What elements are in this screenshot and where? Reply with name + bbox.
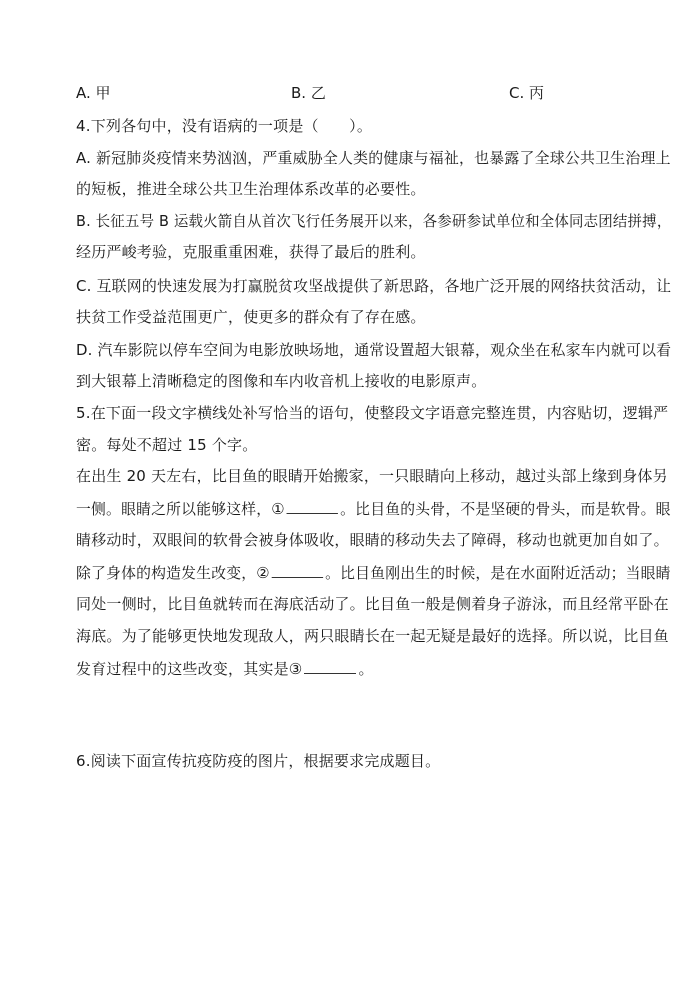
answer-blank-2[interactable] <box>272 563 323 578</box>
q4-option-d-line1: D. 汽车影院以停车空间为电影放映场地，通常设置超大银幕，观众坐在私家车内就可以看 <box>76 341 672 359</box>
q5-passage-line7-b: 。 <box>358 660 374 678</box>
q4-stem: 4.下列各句中，没有语病的一项是（ ）。 <box>76 117 373 135</box>
q5-passage-line3: 睛移动时，双眼间的软骨会被身体吸收，眼睛的移动失去了障碍，移动也就更加自如了。 <box>76 531 669 549</box>
option-b-yi: B. 乙 <box>291 84 326 102</box>
q5-passage-line2 <box>76 499 671 518</box>
q5-passage-line6: 海底。为了能够更快地发现敌人，两只眼睛长在一起无疑是最好的选择。所以说，比目鱼 <box>76 627 669 645</box>
q5-passage-line2-a: 一侧。眼睛之所以能够这样，① <box>76 500 285 518</box>
q5-passage-line4 <box>76 563 671 582</box>
q5-passage-line4-a: 除了身体的构造发生改变，② <box>76 564 270 582</box>
option-a-jia: A. 甲 <box>76 84 111 102</box>
q5-stem-line2: 密。每处不超过 15 个字。 <box>76 436 258 454</box>
q6-stem: 6.阅读下面宣传抗疫防疫的图片，根据要求完成题目。 <box>76 752 441 770</box>
answer-blank-1[interactable] <box>287 499 338 514</box>
q4-option-b-line2: 经历严峻考验，克服重重困难，获得了最后的胜利。 <box>76 243 426 261</box>
q5-passage-line2-b: 。比目鱼的头骨，不是坚硬的骨头，而是软骨。眼 <box>340 500 671 518</box>
q4-option-a-line2: 的短板，推进全球公共卫生治理体系改革的必要性。 <box>76 180 426 198</box>
option-c-bing: C. 丙 <box>509 84 545 102</box>
q5-passage-line4-b: 。比目鱼刚出生的时候，是在水面附近活动；当眼睛 <box>325 564 671 582</box>
q5-stem-line1: 5.在下面一段文字横线处补写恰当的语句，使整段文字语意完整连贯，内容贴切，逻辑严 <box>76 404 669 422</box>
q4-option-c-line2: 扶贫工作受益范围更广，使更多的群众有了存在感。 <box>76 308 426 326</box>
answer-blank-3[interactable] <box>304 659 356 674</box>
q5-passage-line5: 同处一侧时，比目鱼就转而在海底活动了。比目鱼一般是侧着身子游泳，而且经常平卧在 <box>76 595 669 613</box>
q5-passage-line1: 在出生 20 天左右，比目鱼的眼睛开始搬家，一只眼睛向上移动，越过头部上缘到身体另 <box>76 467 668 485</box>
q4-option-c-line1: C. 互联网的快速发展为打赢脱贫攻坚战提供了新思路，各地广泛开展的网络扶贫活动，让 <box>76 277 672 295</box>
q4-option-b-line1: B. 长征五号 B 运载火箭自从首次飞行任务展开以来，各参研参试单位和全体同志团结拼搏， <box>76 212 672 230</box>
q4-option-d-line2: 到大银幕上清晰稳定的图像和车内收音机上接收的电影原声。 <box>76 372 487 390</box>
q5-passage-line7-a: 发育过程中的这些改变，其实是③ <box>76 660 303 678</box>
q4-option-a-line1: A. 新冠肺炎疫情来势汹汹，严重威胁全人类的健康与福祉，也暴露了全球公共卫生治理上 <box>76 149 671 167</box>
q5-passage-line7 <box>76 659 374 678</box>
